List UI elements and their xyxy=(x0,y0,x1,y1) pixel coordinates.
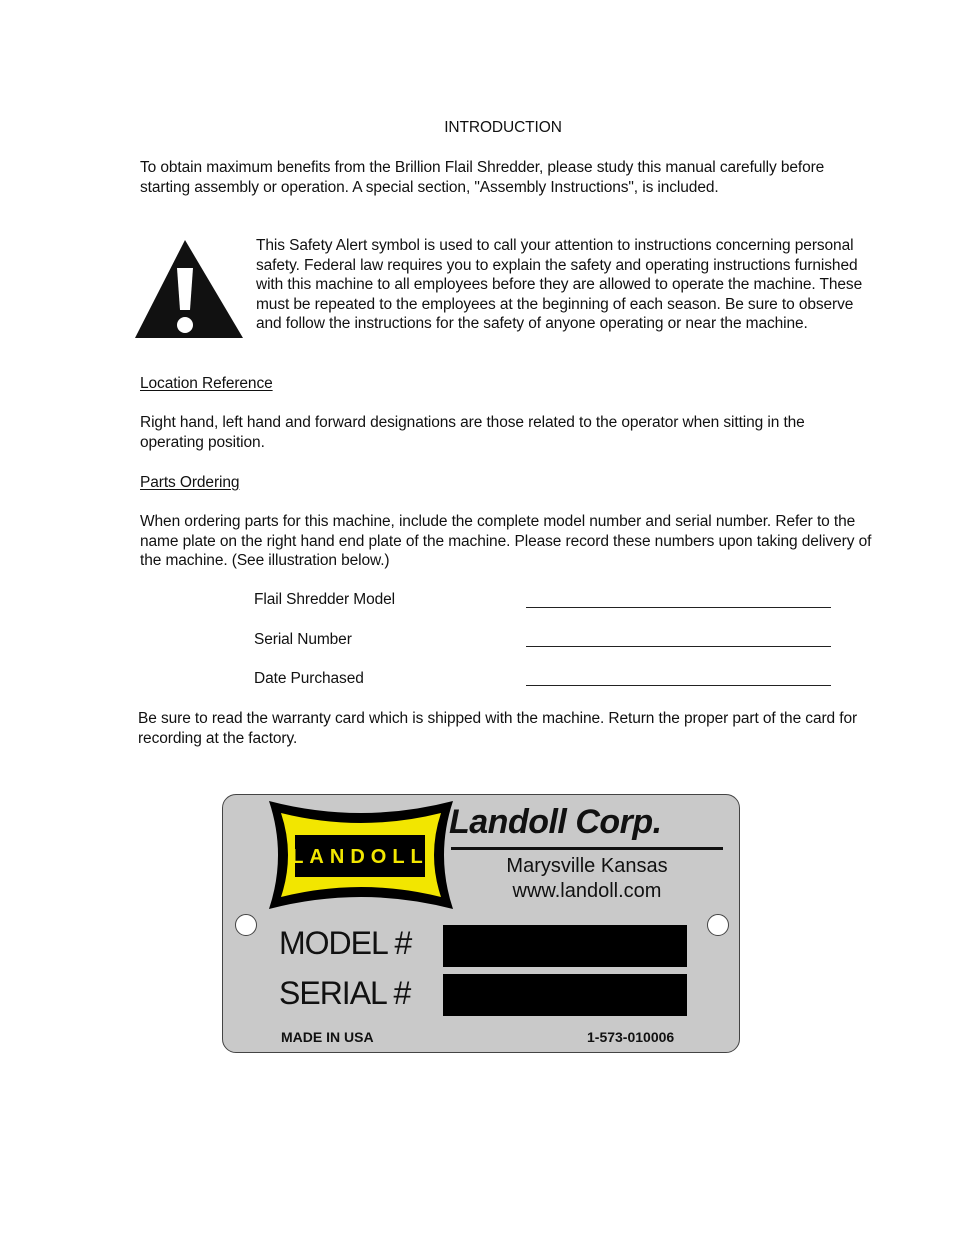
safety-paragraph: This Safety Alert symbol is used to call your attention to instructions concerning personal safety. Federal law requires you to explain the safety and operating instructions furnished with this machine to all employees before they are allowed to operate the machine. These must be repeated to the employees at the beginning of each season. Be sure to observe and follow the instructions for the safety of anyone operating or near the machine. xyxy=(256,237,863,333)
serial-label: SERIAL # xyxy=(279,975,411,1011)
mounting-hole-right xyxy=(707,914,729,936)
warranty-paragraph: Be sure to read the warranty card which is shipped with the machine. Return the proper part of the card for recording at the factory. xyxy=(138,710,858,747)
date-field-label: Date Purchased xyxy=(254,670,364,687)
landoll-logo xyxy=(267,799,455,911)
plate-website: www.landoll.com xyxy=(512,880,662,902)
model-label: MODEL # xyxy=(279,925,412,961)
made-in-usa: MADE IN USA xyxy=(281,1029,374,1045)
name-plate xyxy=(222,794,740,1053)
location-reference-text: Right hand, left hand and forward designations are those related to the operator when sitting in the operating position. xyxy=(140,414,805,451)
model-field-line[interactable] xyxy=(526,607,831,608)
serial-field-label: Serial Number xyxy=(254,631,352,648)
serial-field-line[interactable] xyxy=(526,646,831,647)
model-field-label: Flail Shredder Model xyxy=(254,591,396,608)
brand-name: Landoll Corp. xyxy=(449,803,662,841)
logo-text: LANDOLL xyxy=(291,846,429,868)
mounting-hole-left xyxy=(235,914,257,936)
model-number-box xyxy=(443,925,687,967)
brand-divider xyxy=(451,847,723,850)
location-reference-heading: Location Reference xyxy=(140,375,273,392)
date-field-line[interactable] xyxy=(526,685,831,686)
safety-alert-icon xyxy=(133,238,245,342)
parts-ordering-text: When ordering parts for this machine, include the complete model number and serial number. Refer to the name plate on the right hand end plate of the machine. Please record these numbers upon taking delivery of the machine. (See illustration below.) xyxy=(140,513,872,570)
serial-number-box xyxy=(443,974,687,1016)
plate-city: Marysville Kansas xyxy=(506,855,668,877)
parts-ordering-heading: Parts Ordering xyxy=(140,474,240,491)
plate-part-number: 1-573-010006 xyxy=(587,1029,675,1045)
intro-paragraph: To obtain maximum benefits from the Brillion Flail Shredder, please study this manual carefully before starting assembly or operation. A special section, "Assembly Instructions", is included. xyxy=(140,159,825,196)
page-title: INTRODUCTION xyxy=(444,119,562,136)
